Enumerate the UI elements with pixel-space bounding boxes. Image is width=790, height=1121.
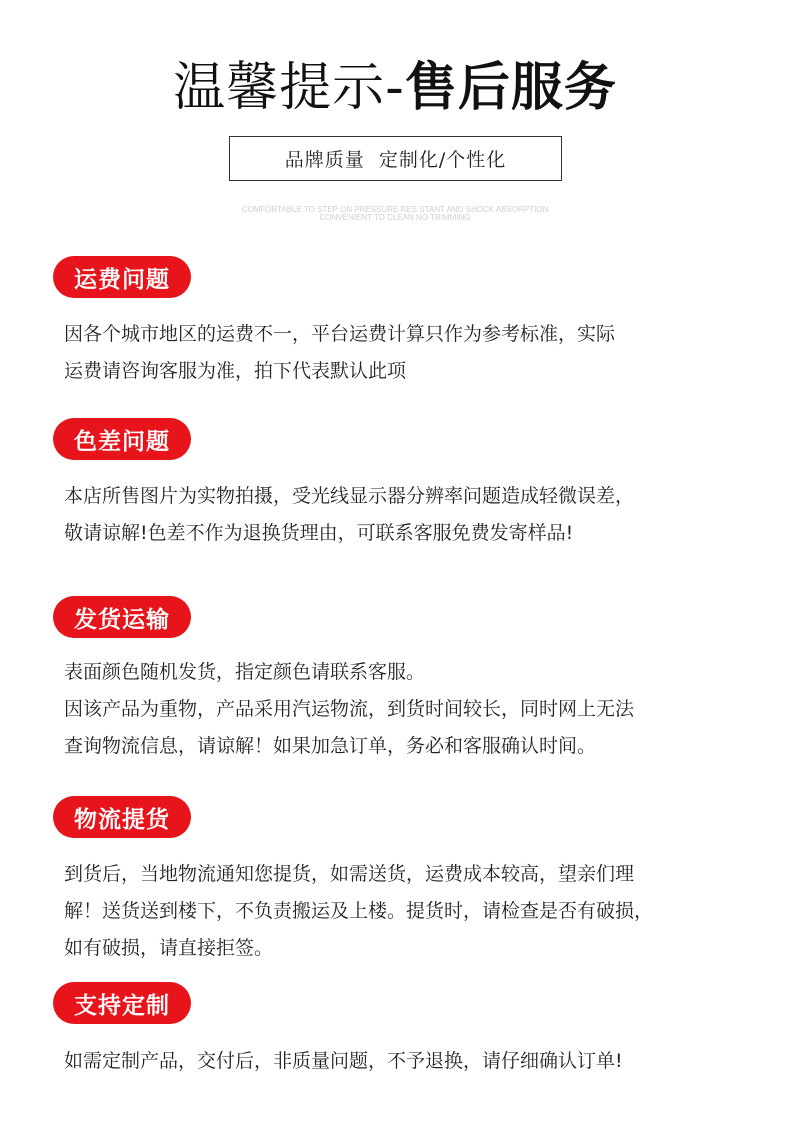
text-line: 因该产品为重物，产品采用汽运物流，到货时间较长，同时网上无法 xyxy=(64,698,635,720)
text-line: 本店所售图片为实物拍摄，受光线显示器分辨率问题造成轻微误差， xyxy=(64,485,635,507)
text-line: 查询物流信息，请谅解！如果加急订单，务必和客服确认时间。 xyxy=(64,735,597,757)
section-text-customization xyxy=(64,1043,764,1080)
section-badge-pickup: 物流提货 xyxy=(53,796,191,838)
section-text-delivery xyxy=(64,654,764,765)
text-line: 因各个城市地区的运费不一，平台运费计算只作为参考标准，实际 xyxy=(64,323,616,345)
text-line: 解！送货送到楼下，不负责搬运及上楼。提货时，请检查是否有破损， xyxy=(64,900,654,922)
title-light: 温馨提示- xyxy=(173,58,405,118)
title-bold: 售后服务 xyxy=(404,58,617,118)
section-text-pickup xyxy=(64,856,764,967)
page-title xyxy=(0,52,790,124)
text-line: 如需定制产品，交付后，非质量问题，不予退换，请仔细确认订单! xyxy=(64,1050,623,1072)
text-line: 到货后，当地物流通知您提货，如需送货，运费成本较高，望亲们理 xyxy=(64,863,635,885)
subtitle-text: 品牌质量 定制化/个性化 xyxy=(284,149,507,171)
text-line: 敬请谅解!色差不作为退换货理由，可联系客服免费发寄样品! xyxy=(64,522,574,544)
text-line: 表面颜色随机发货，指定颜色请联系客服。 xyxy=(64,661,426,683)
section-text-shipping-cost xyxy=(64,316,764,390)
section-badge-shipping-cost: 运费问题 xyxy=(53,256,191,298)
tagline-line-1: COMFORTABLE TO STEP ON PRESSURE RES STANT AND SHOCK ABSORPTION xyxy=(241,205,549,214)
text-line: 如有破损，请直接拒签。 xyxy=(64,937,274,959)
text-line: 运费请咨询客服为准，拍下代表默认此项 xyxy=(64,360,407,382)
section-text-color-difference xyxy=(64,478,764,552)
section-badge-delivery: 发货运输 xyxy=(53,596,191,638)
section-badge-color-difference: 色差问题 xyxy=(53,418,191,460)
tagline-line-2: CONVENIENT TO CLEAN NO TRIMMING xyxy=(319,213,471,222)
section-badge-customization: 支持定制 xyxy=(53,982,191,1024)
subtitle-box xyxy=(229,136,562,181)
